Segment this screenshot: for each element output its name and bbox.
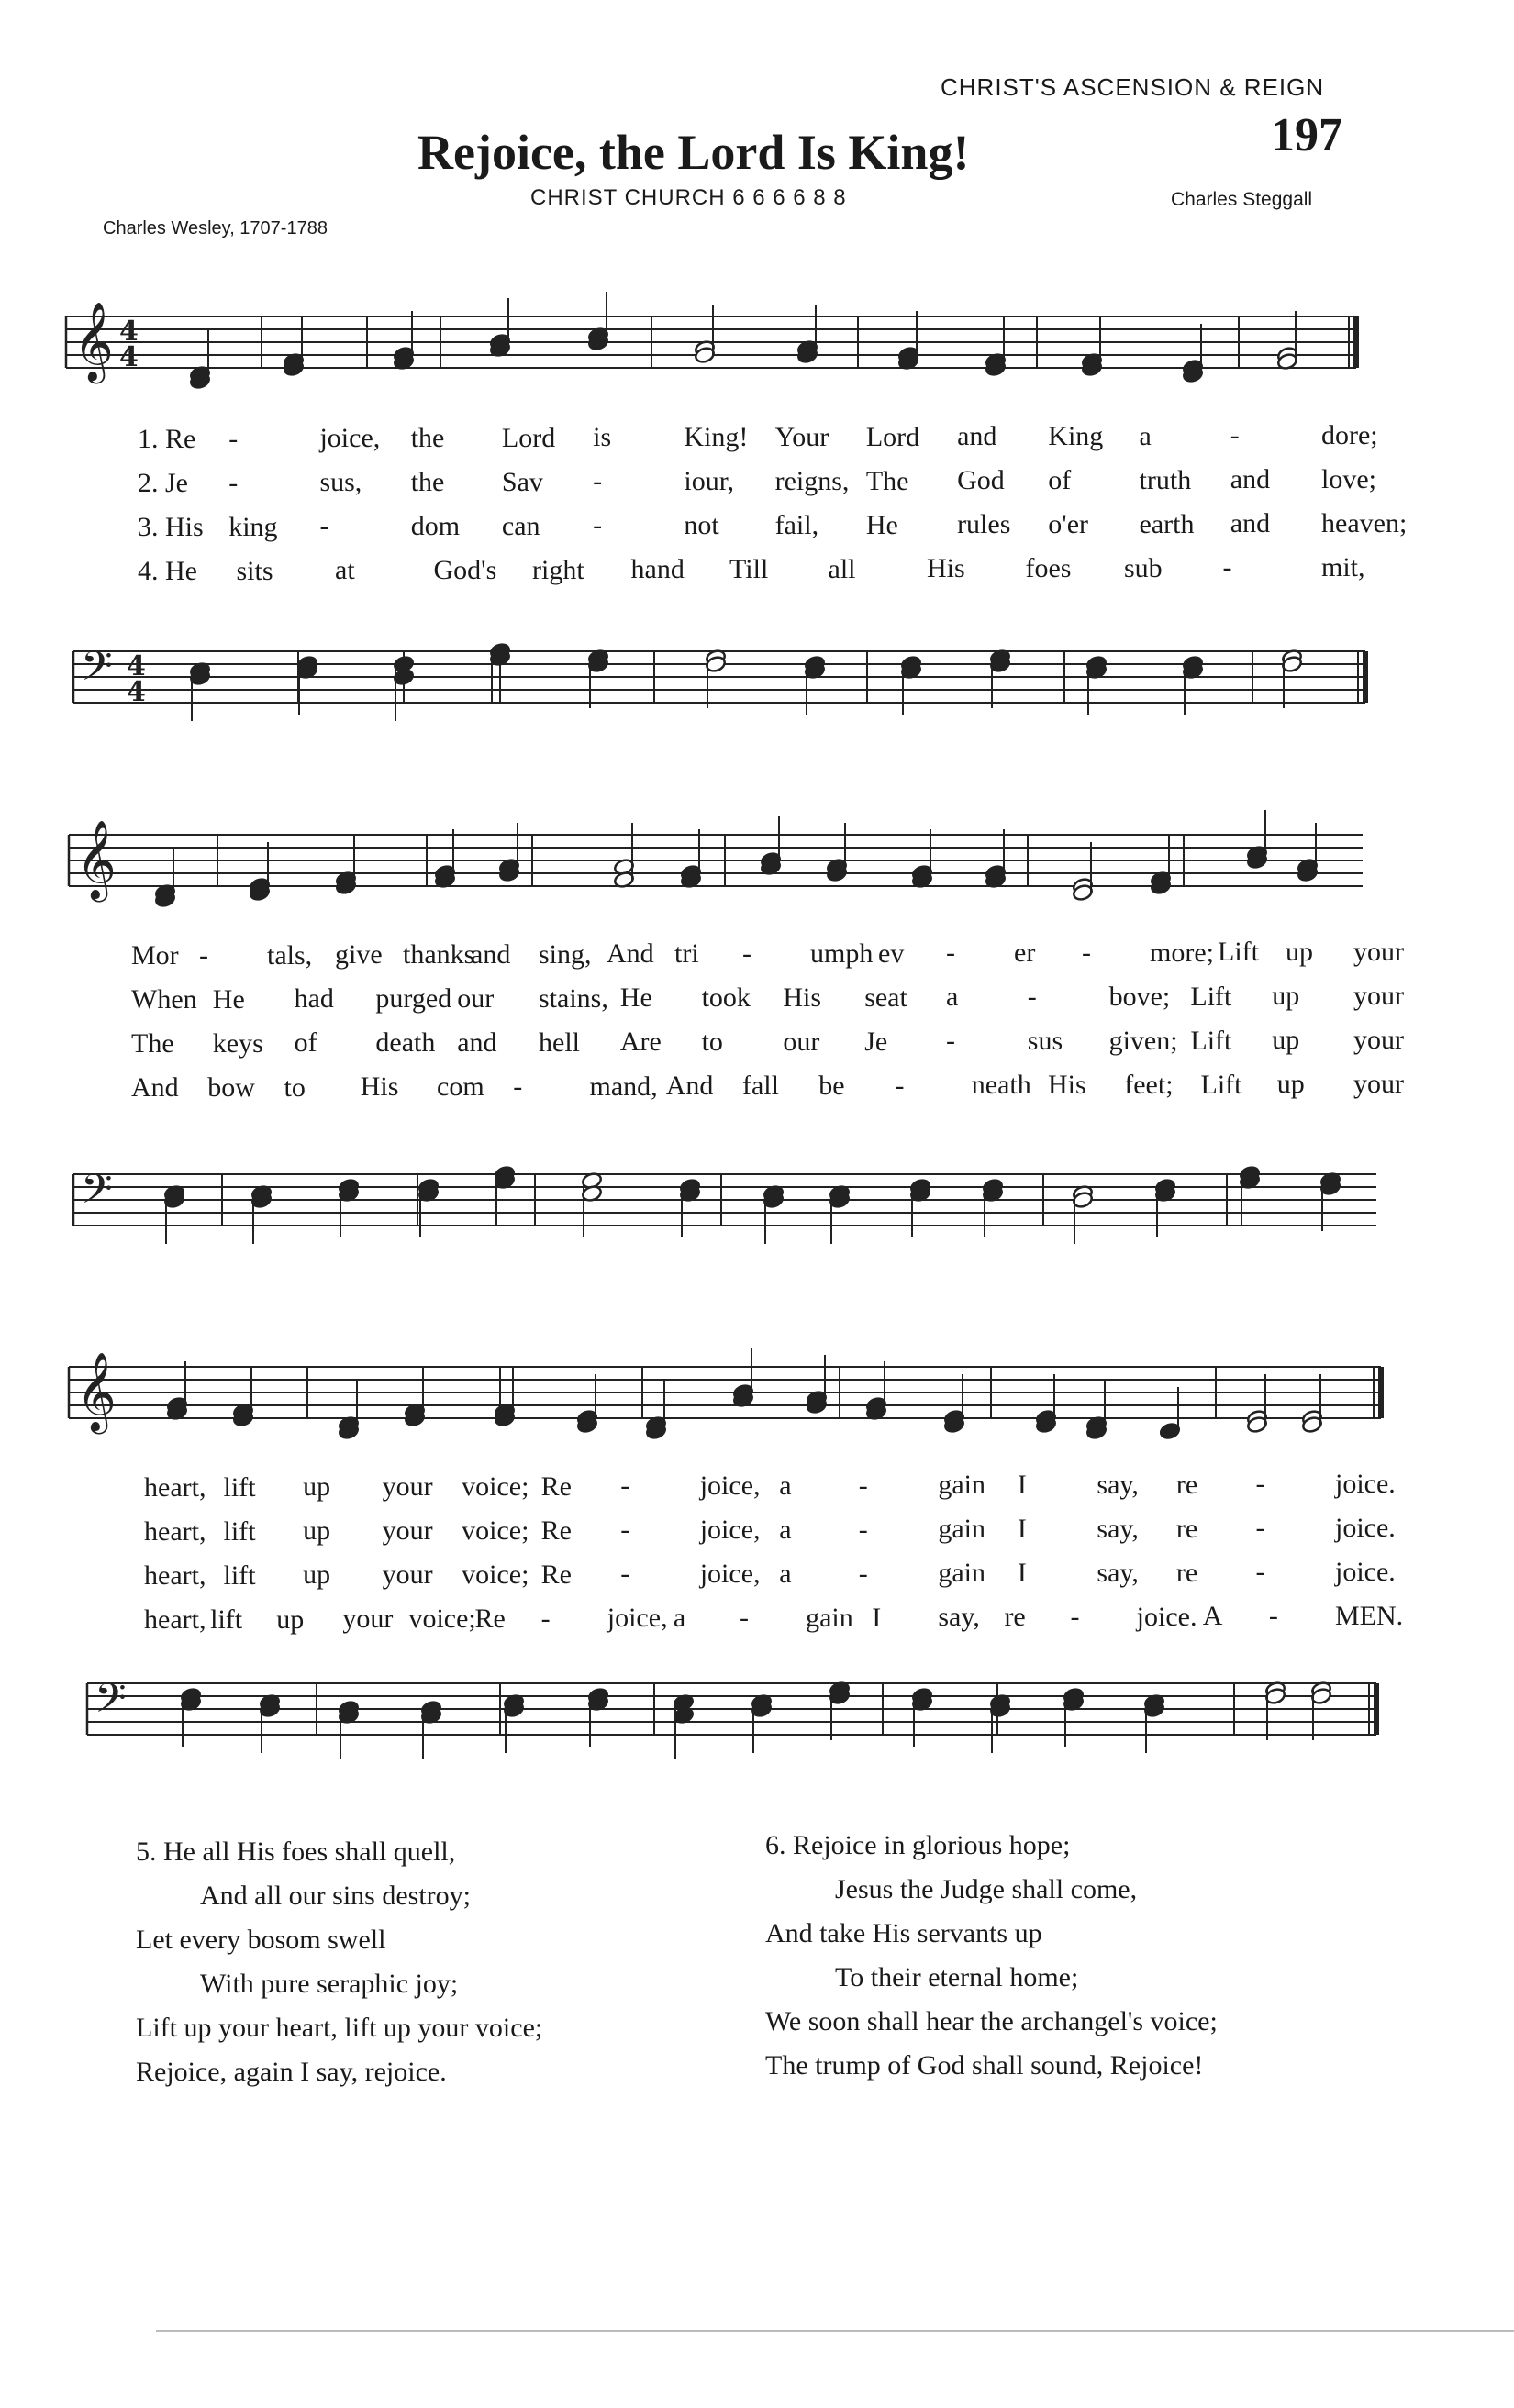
lyric-syllable: keys [212, 1027, 263, 1059]
lyric-syllable: He [865, 509, 898, 540]
lyric-syllable: heaven; [1321, 508, 1408, 538]
lyric-syllable: Till [729, 554, 769, 584]
lyric-syllable: up [303, 1515, 331, 1547]
lyric-syllable: - [228, 423, 239, 454]
lyric-syllable: His [927, 553, 965, 584]
lyric-syllable: Je [864, 1026, 888, 1057]
time-signature-icon: 4 [119, 316, 139, 348]
lyric-syllable: joice. [1335, 1513, 1396, 1543]
lyric-syllable: bove; [1108, 981, 1171, 1012]
lyric-syllable: lift [210, 1603, 243, 1635]
lyric-syllable: voice; [462, 1559, 529, 1590]
lyric-syllable: love; [1321, 464, 1376, 494]
lyric-syllable: Re [474, 1603, 506, 1634]
verse-line: And all our sins destroy; [200, 1881, 471, 1911]
lyric-syllable: - [1230, 420, 1240, 451]
lyric-syllable: the [410, 423, 445, 454]
lyric-syllable: stains, [539, 982, 608, 1014]
lyric-syllable: - [319, 511, 329, 542]
lyric-syllable: I [1017, 1470, 1027, 1501]
lyric-syllable: heart, [144, 1560, 206, 1591]
lyric-syllable: iour, [684, 466, 734, 497]
lyric-syllable: death [375, 1027, 436, 1059]
lyric-syllable: hell [539, 1026, 580, 1058]
hymn-number: 197 [1271, 109, 1342, 161]
lyric-syllable: Re [540, 1470, 572, 1502]
lyric-syllable: King [1048, 420, 1104, 451]
lyric-syllable: your [1353, 1069, 1404, 1099]
lyric-syllable: had [294, 983, 334, 1015]
lyric-syllable: to [701, 1026, 723, 1058]
lyric-syllable: - [540, 1603, 551, 1634]
lyric-syllable: bow [207, 1071, 255, 1103]
bass-clef-icon: 𝄢 [95, 1674, 127, 1732]
lyric-syllable: can [501, 510, 540, 541]
lyric-syllable: reigns, [774, 465, 850, 496]
lyric-syllable: voice; [462, 1515, 529, 1546]
lyric-syllable: He [212, 983, 245, 1015]
lyric-syllable: give [335, 939, 383, 971]
lyric-syllable: dom [410, 511, 461, 542]
lyric-syllable: He [619, 982, 652, 1014]
lyric-syllable: say, [1097, 1557, 1139, 1588]
lyric-syllable: a [779, 1514, 792, 1545]
verse-line: Rejoice, again I say, rejoice. [136, 2057, 447, 2087]
lyric-syllable: - [593, 466, 603, 497]
lyric-syllable: heart, [144, 1516, 206, 1547]
lyric-syllable: your [1353, 1025, 1404, 1055]
lyric-syllable: gain [938, 1514, 985, 1545]
lyric-syllable: - [1268, 1601, 1278, 1632]
lyric-syllable: 1. Re [138, 424, 196, 454]
lyric-syllable: - [620, 1559, 630, 1590]
lyric-syllable: - [1255, 1513, 1265, 1544]
lyric-syllable: up [1272, 1025, 1300, 1056]
lyric-syllable: foes [1025, 553, 1072, 583]
lyric-syllable: Sav [501, 466, 543, 497]
lyric-syllable: and [957, 421, 997, 452]
lyric-syllable: And [607, 938, 654, 970]
lyric-syllable: joice, [699, 1470, 761, 1502]
lyric-syllable: - [1222, 552, 1232, 583]
lyric-syllable: heart, [144, 1472, 206, 1503]
lyric-syllable: purged [375, 983, 452, 1015]
lyric-syllable: Re [540, 1515, 572, 1546]
lyric-syllable: and [471, 938, 511, 970]
lyric-syllable: heart, [144, 1604, 206, 1635]
lyric-syllable: up [1276, 1069, 1305, 1100]
lyric-syllable: I [1017, 1514, 1027, 1545]
lyric-syllable: - [858, 1514, 868, 1545]
lyric-syllable: up [303, 1559, 331, 1591]
lyric-syllable: sus [1027, 1026, 1063, 1057]
lyric-syllable: - [742, 938, 751, 969]
treble-clef-icon: 𝄞 [76, 820, 117, 899]
lyric-syllable: hand [630, 554, 685, 585]
lyric-syllable: voice; [408, 1603, 476, 1635]
lyric-syllable: His [360, 1071, 399, 1103]
lyric-syllable: lift [223, 1515, 256, 1547]
lyric-syllable: of [1048, 464, 1072, 495]
lyric-syllable: is [593, 422, 612, 453]
lyric-syllable: not [684, 510, 719, 541]
lyric-syllable: - [593, 510, 603, 541]
lyric-syllable: I [872, 1602, 882, 1633]
lyric-syllable: your [342, 1603, 394, 1635]
lyric-syllable: say, [1097, 1513, 1139, 1544]
lyric-syllable: I [1017, 1558, 1027, 1589]
lyric-syllable: Mor [131, 940, 179, 971]
lyric-syllable: King! [684, 422, 749, 453]
lyric-syllable: joice, [319, 423, 381, 454]
lyric-syllable: A [1202, 1601, 1223, 1632]
lyric-syllable: up [303, 1471, 331, 1503]
lyric-syllable: at [335, 555, 355, 586]
lyric-syllable: - [1027, 982, 1037, 1013]
lyric-syllable: MEN. [1335, 1601, 1404, 1631]
lyric-syllable: - [620, 1470, 630, 1502]
lyric-syllable: re [1175, 1557, 1198, 1588]
lyric-syllable: say, [938, 1602, 980, 1633]
lyric-syllable: joice, [699, 1559, 761, 1590]
lyric-syllable: - [228, 467, 239, 498]
lyric-syllable: mand, [589, 1071, 658, 1102]
lyric-syllable: umph [810, 938, 874, 969]
lyric-syllable: sing, [539, 938, 592, 970]
lyric-syllable: Lift [1218, 937, 1259, 968]
lyric-syllable: your [382, 1471, 433, 1503]
lyric-syllable: your [1353, 981, 1404, 1011]
lyric-syllable: - [199, 939, 208, 971]
lyric-syllable: be [818, 1070, 845, 1101]
author-credit: Charles Wesley, 1707-1788 [103, 218, 328, 239]
treble-staff [0, 789, 1514, 954]
lyric-syllable: feet; [1124, 1069, 1174, 1100]
lyric-syllable: our [783, 1026, 820, 1057]
lyric-syllable: - [895, 1070, 905, 1101]
lyric-syllable: 4. He [138, 556, 197, 586]
bass-clef-icon: 𝄢 [81, 642, 113, 700]
lyric-syllable: Lord [501, 422, 556, 453]
lyric-syllable: sits [236, 555, 273, 586]
lyric-syllable: lift [223, 1559, 256, 1591]
lyric-syllable: tals, [267, 939, 313, 971]
hymn-title: Rejoice, the Lord Is King! [417, 125, 970, 180]
verse-line: With pure seraphic joy; [200, 1969, 459, 1999]
lyric-syllable: to [284, 1071, 306, 1103]
lyric-syllable: - [946, 938, 955, 969]
lyric-syllable: Re [540, 1559, 572, 1590]
lyric-syllable: - [513, 1071, 523, 1102]
lyric-syllable: - [1255, 1557, 1265, 1588]
verse-line: 5. He all His foes shall quell, [136, 1837, 456, 1867]
lyric-syllable: lift [223, 1471, 256, 1503]
lyric-syllable: gain [806, 1602, 853, 1633]
lyric-syllable: - [1082, 937, 1091, 968]
lyric-syllable: - [946, 1026, 955, 1057]
lyric-syllable: Lift [1190, 981, 1232, 1012]
lyric-syllable: The [865, 465, 909, 496]
lyric-syllable: re [1175, 1469, 1198, 1500]
lyric-syllable: gain [938, 1558, 985, 1589]
lyric-syllable: neath [971, 1070, 1031, 1101]
lyric-syllable: o'er [1048, 508, 1089, 539]
lyric-syllable: joice, [699, 1515, 761, 1546]
lyric-syllable: And [665, 1071, 714, 1102]
lyric-syllable: rules [957, 509, 1011, 540]
lyric-syllable: The [131, 1028, 174, 1059]
lyric-syllable: dore; [1321, 420, 1378, 450]
lyric-syllable: seat [864, 982, 907, 1013]
lyric-syllable: all [828, 553, 856, 584]
time-signature-icon: 4 [127, 676, 146, 708]
lyric-syllable: gain [938, 1470, 985, 1501]
time-signature-icon: 4 [127, 650, 146, 682]
lyric-syllable: com [437, 1071, 484, 1102]
lyric-syllable: your [382, 1515, 433, 1547]
lyric-syllable: - [1255, 1469, 1265, 1500]
bass-clef-icon: 𝄢 [81, 1165, 113, 1223]
lyric-syllable: voice; [462, 1470, 529, 1502]
verse-line: To their eternal home; [835, 1962, 1079, 1992]
tune-name: CHRIST CHURCH 6 6 6 6 8 8 [530, 185, 847, 210]
lyric-syllable: a [673, 1603, 686, 1634]
lyric-syllable: and [1230, 508, 1271, 539]
lyric-syllable: - [620, 1515, 630, 1546]
lyric-syllable: - [858, 1470, 868, 1501]
lyric-syllable: your [1353, 937, 1404, 967]
section-label: CHRIST'S ASCENSION & REIGN [941, 73, 1325, 101]
bass-staff [0, 1642, 1514, 1798]
lyric-syllable: - [1070, 1601, 1080, 1632]
lyric-syllable: And [131, 1072, 179, 1103]
lyric-syllable: king [228, 511, 278, 542]
lyric-syllable: Are [619, 1026, 662, 1058]
lyric-syllable: Lord [865, 421, 920, 452]
treble-staff [0, 271, 1514, 436]
bass-staff [0, 605, 1514, 761]
lyric-syllable: His [1048, 1070, 1086, 1100]
verse-line: 6. Rejoice in glorious hope; [765, 1830, 1071, 1860]
lyric-syllable: joice, [607, 1603, 668, 1634]
verse-line: And take His servants up [765, 1918, 1042, 1948]
lyric-syllable: Lift [1190, 1025, 1232, 1056]
lyric-syllable: our [457, 982, 495, 1014]
bass-staff [0, 1124, 1514, 1280]
lyric-syllable: of [294, 1027, 317, 1059]
lyric-syllable: re [1004, 1602, 1026, 1633]
lyric-syllable: say, [1097, 1469, 1139, 1500]
lyric-syllable: truth [1139, 464, 1192, 495]
verse-line: Let every bosom swell [136, 1925, 386, 1955]
lyric-syllable: given; [1108, 1025, 1178, 1056]
time-signature-icon: 4 [119, 341, 139, 373]
verse-line: Jesus the Judge shall come, [835, 1874, 1138, 1904]
lyric-syllable: 2. Je [138, 468, 188, 498]
lyric-syllable: fall [742, 1071, 779, 1101]
lyric-syllable: 3. His [138, 512, 204, 542]
lyric-syllable: a [946, 982, 959, 1013]
lyric-syllable: sub [1124, 552, 1163, 583]
lyric-syllable: thanks [403, 939, 475, 971]
lyric-syllable: joice. [1335, 1469, 1396, 1499]
verse-line: The trump of God shall sound, Rejoice! [765, 2050, 1204, 2081]
lyric-syllable: up [1286, 937, 1313, 968]
treble-clef-icon: 𝄞 [76, 1352, 117, 1431]
lyric-syllable: Your [774, 421, 829, 452]
lyric-syllable: joice. [1335, 1557, 1396, 1587]
lyric-syllable: and [1230, 464, 1271, 495]
lyric-syllable: - [740, 1603, 749, 1633]
lyric-syllable: and [457, 1026, 497, 1058]
lyric-syllable: fail, [774, 509, 819, 540]
lyric-syllable: er [1014, 938, 1036, 969]
lyric-syllable: took [701, 982, 751, 1014]
verse-line: Lift up your heart, lift up your voice; [136, 2013, 543, 2043]
lyric-syllable: - [858, 1558, 868, 1589]
lyric-syllable: tri [674, 938, 699, 970]
lyric-syllable: up [276, 1603, 305, 1635]
lyric-syllable: your [382, 1559, 433, 1591]
lyric-syllable: His [783, 982, 822, 1013]
lyric-syllable: ev [878, 938, 905, 969]
lyric-syllable: sus, [319, 467, 362, 498]
lyric-syllable: Lift [1200, 1069, 1242, 1100]
lyric-syllable: re [1175, 1513, 1198, 1544]
lyric-syllable: mit, [1321, 552, 1365, 583]
lyric-syllable: right [532, 554, 584, 585]
lyric-syllable: God's [433, 555, 497, 585]
treble-clef-icon: 𝄞 [73, 302, 114, 381]
lyric-syllable: more; [1150, 937, 1214, 968]
lyric-syllable: earth [1139, 508, 1195, 539]
lyric-syllable: the [410, 467, 445, 498]
lyric-syllable: joice. [1136, 1601, 1197, 1632]
lyric-syllable: a [1139, 420, 1152, 451]
lyric-syllable: a [779, 1558, 792, 1589]
lyric-syllable: a [779, 1470, 792, 1501]
treble-staff [0, 1321, 1514, 1486]
lyric-syllable: When [131, 984, 197, 1015]
lyric-syllable: God [957, 465, 1005, 496]
lyric-syllable: up [1272, 981, 1300, 1012]
composer-credit: Charles Steggall [1171, 189, 1313, 210]
verse-line: We soon shall hear the archangel's voice; [765, 2006, 1218, 2036]
page-bottom-rule [156, 2330, 1514, 2332]
